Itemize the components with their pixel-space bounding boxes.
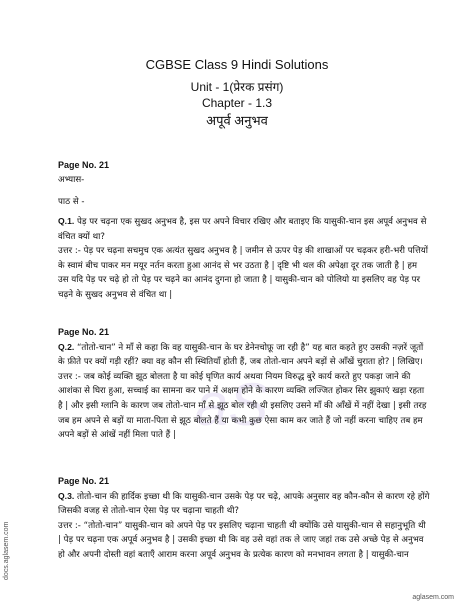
page-number: Page No. 21	[58, 160, 110, 170]
section-1	[58, 158, 430, 210]
section-2	[58, 325, 430, 443]
question-text	[58, 214, 430, 244]
sidebar-url: docs.aglasem.com	[3, 521, 10, 580]
answer-text: उत्तर :- पेड़ पर चढ़ना सचमुच एक अत्यंत सुखद अनुभव है | जमीन से ऊपर पेड़ की शाखाओं पर चढ़कर हरी-भरी पत्तियों के स्वामं बीच पाकर मन मयूर नर्तन करता हुआ आनंद से भर उठता है | दृष्टि भी थल की अपेक्षा दूर तक जाती है | हम उस यदि पेड़ पर चढ़े हो तो पेड़ पर चढ़ने का आनंद दुगना हो जाता है | यासुकी-चान को पोलियो या इसलिए वह पेड़ पर चढ़ने के सुखद अनुभव से वंचित था |	[58, 246, 428, 300]
question-text	[58, 340, 430, 370]
answer-text: उत्तर :- जब कोई व्यक्ति झूठ बोलता है या कोई घृणित कार्य अथवा नियम विरुद्ध बुरे कार्य करते हुए पकड़ा जाने की आशंका से घिरा हुआ, सच्चाई का सामना कर पाने में अक्षम होने के कारण व्यक्ति लज्जित होकर सिर झुकाएं खड़ा रहता है | और इसी ग्लानि के कारण जब तोतो-चान माँ से झूठ बोल रही थी इसलिए उसने माँ की आँखें में नहीं देखा | इसी तरह जब हम अपने से बड़ों या माता-पिता से झूठ बोलते हैं या कभी कुछ ऐसा काम कर जाते हैं जो नहीं करना चाहिए तब हम अपने बड़ों से आंखें नहीं मिला पाते हैं |	[58, 371, 427, 441]
abhyas-label: अभ्यास-	[58, 174, 85, 185]
question-text	[58, 489, 430, 519]
svg-text:aS: aS	[195, 371, 269, 438]
path-se-label: पाठ से -	[58, 197, 85, 208]
page-number: Page No. 21	[58, 327, 110, 337]
question-number: Q.1.	[58, 216, 75, 226]
chapter-name: अपूर्व अनुभव	[206, 113, 268, 128]
question-body: “तोतो-चान” ने माँ से कहा कि वह यासुकी-चान के घर डेनेनचोफ़ू जा रही है” यह बात कहते हुए उसकी नज़रें जूतों के फ़ीते पर क्यों गड़ी रहीं? क्या वह कौन सी स्थितियाँ होती हैं, जब तोतो-चान अपने बड़ों से आँखें चुराता हो? | लिखिए।	[58, 342, 424, 368]
question-1	[58, 214, 430, 303]
question-body: तोतो-चान की हार्दिक इच्छा थी कि यासुकी-चान उसके पेड़ पर चढ़े, आपके अनुसार वह कौन-कौन से कारण रहे होंगे जिसकी वजह से तोतो-चान ऐसा पेड़ पर चढ़ाना चाहती थी?	[58, 491, 430, 517]
page-number: Page No. 21	[58, 476, 110, 486]
question-number: Q.3.	[58, 490, 75, 501]
question-body: पेड़ पर चढ़ना एक सुखद अनुभव है, इस पर अपने विचार रखिए और बताइए कि यासुकी-चान इस अपूर्व अनुभव से वंचित क्यों था?	[58, 217, 427, 242]
document-title: CGBSE Class 9 Hindi Solutions	[145, 57, 329, 72]
footer-url: aglasem.com	[412, 594, 454, 601]
section-3	[58, 474, 430, 563]
answer-text: उत्तर :- “तोतो-चान” यासुकी-चान को अपने पेड़ पर इसलिए चढ़ाना चाहती थी क्योंकि उसे यासुकी-चान से सहानुभूति थी | पेड़ पर चढ़ना एक अपूर्व अनुभव है | उसकी इच्छा थी कि वह उसे वहां तक ले जाए जहां तक उसे अच्छे पेड़ से अनुभव हो और अपनी दोस्ती वहां बताएँ आराम करना अपूर्व अनुभव के प्रत्येक कारण को मनभावन लगता है | यासुकी-चान	[58, 520, 426, 560]
question-number: Q.2.	[58, 341, 75, 352]
chapter-heading: Chapter - 1.3	[201, 96, 273, 110]
unit-heading: Unit - 1(प्रेरक प्रसंग)	[190, 80, 284, 94]
